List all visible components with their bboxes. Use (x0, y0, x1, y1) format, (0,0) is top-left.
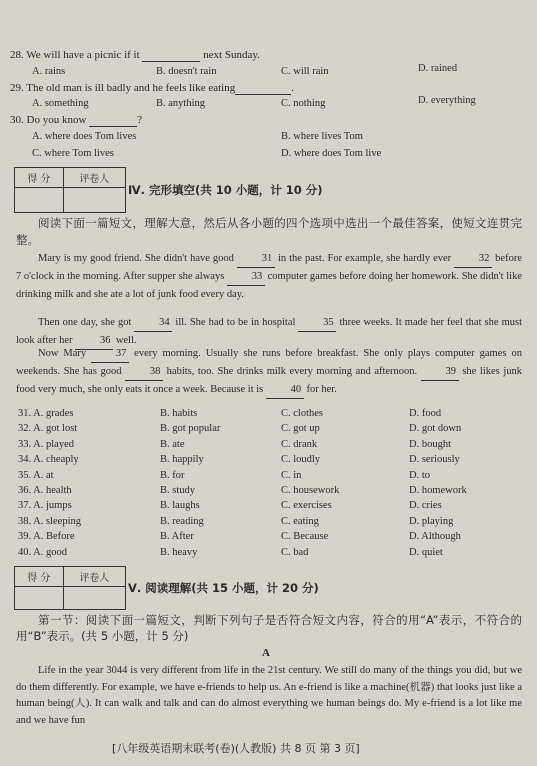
option: D. where does Tom live (281, 148, 382, 159)
blank-36: 36 (75, 332, 113, 350)
answer-blank (235, 82, 291, 95)
section-instruction: 第一节：阅读下面一篇短文，判断下列句子是否符合短文内容，符合的用“A”表示，不符合的用“B”表示。(共 5 小题，计 5 分) (16, 613, 522, 643)
option: C. loudly (281, 454, 321, 466)
option: C. drank (281, 438, 318, 450)
option: D. homework (409, 485, 467, 496)
text: she likes junk food very much, she only eats it once a week. Because it is (16, 366, 522, 395)
option: D. seriously (409, 454, 460, 466)
score-cell (15, 188, 64, 213)
option: B. happily (160, 454, 204, 466)
text: computer games before doing her homework. She didn't like drinking milk and she ate a lot of junk food every day. (16, 271, 522, 300)
blank-32: 32 (454, 250, 492, 268)
option: D. bought (409, 438, 451, 450)
option: D. Although (409, 531, 461, 543)
option: 37. A. jumps (18, 500, 72, 512)
option: 39. A. Before (18, 531, 75, 543)
section-instruction: 阅读下面一篇短文，理解大意，然后从各小题的四个选项中选出一个最佳答案，使短文连贯完整。 (16, 216, 522, 247)
grader-cell (63, 587, 125, 610)
text: every morning. Usually she runs before breakfast. She only plays computer games on weekends. She has good (16, 348, 522, 377)
grader-label: 评卷人 (63, 168, 125, 188)
option: B. for (160, 469, 185, 481)
option: C. Because (281, 531, 329, 543)
text: three weeks. It made her feel that she must look after her (16, 317, 522, 346)
option: C. in (281, 469, 302, 481)
blank-38: 38 (125, 363, 163, 381)
option: 40. A. good (18, 546, 68, 558)
passage-label: A (262, 647, 270, 659)
grader-label: 评卷人 (63, 567, 125, 587)
option: B. laughs (160, 500, 200, 512)
text: Mary is my good friend. She didn't have good (38, 253, 237, 264)
text: in the past. For example, she hardly ever (274, 253, 455, 264)
question-stem: 28. We will have a picnic if it (10, 49, 143, 61)
text: well. (113, 335, 137, 346)
option: 35. A. at (18, 469, 54, 481)
option: B. After (160, 531, 194, 543)
question-30 (10, 114, 142, 127)
option: D. rained (418, 63, 458, 74)
passage-paragraph-1 (16, 250, 522, 303)
option: B. got popular (160, 423, 221, 435)
question-29 (10, 82, 294, 95)
text: before 7 o'clock in the morning. After supper she always (16, 253, 522, 282)
option: B. reading (160, 515, 204, 527)
score-box (14, 566, 126, 610)
option: C. clothes (281, 408, 323, 419)
option: C. nothing (281, 98, 326, 109)
option: D. got down (409, 423, 462, 435)
option: 36. A. health (18, 485, 72, 496)
option: C. exercises (281, 500, 332, 512)
page-footer: [八年级英语期末联考(卷)(人教版) 共 8 页 第 3 页] (112, 742, 360, 755)
option: C. housework (281, 485, 340, 496)
text: Then one day, she got (38, 317, 135, 328)
option: D. to (409, 469, 430, 481)
question-stem: 30. Do you know (10, 114, 90, 126)
reading-passage: Life in the year 3044 is very different from life in the 21st century. We still do many of the things you did, but we do them differently. For example, we have e-friends to help us. An e-friend is like a machine(机器) that looks just like a human being(人). It can walk and talk and can do almost everything we human beings do. My e-friend is a lot like me and we have fun (16, 665, 522, 726)
option: 38. A. sleeping (18, 515, 81, 527)
option: C. eating (281, 515, 319, 527)
question-stem: 29. The old man is ill badly and he feels like eating (10, 82, 236, 94)
question-stem-end: ? (137, 114, 143, 126)
option: C. got up (281, 423, 320, 435)
score-label: 得 分 (15, 168, 64, 188)
blank-39: 39 (421, 363, 459, 381)
score-cell (15, 587, 64, 610)
score-label: 得 分 (15, 567, 64, 587)
answer-blank (89, 114, 137, 127)
option: 34. A. cheaply (18, 454, 79, 466)
blank-40: 40 (266, 381, 304, 399)
section-title: Ⅳ. 完形填空(共 10 小题，计 10 分) (128, 183, 323, 197)
grader-cell (63, 188, 125, 213)
text: Now Mary (38, 348, 92, 359)
score-box (14, 167, 126, 213)
option: B. habits (160, 408, 198, 419)
option: B. doesn't rain (156, 66, 217, 77)
option: A. something (32, 98, 89, 109)
blank-31: 31 (237, 250, 275, 268)
text: for her. (303, 384, 337, 395)
question-stem-end: next Sunday. (200, 49, 260, 61)
option: D. everything (418, 95, 476, 106)
option: A. rains (32, 66, 66, 77)
answer-blank (142, 49, 200, 62)
option: D. food (409, 408, 442, 419)
blank-37: 37 (91, 345, 129, 363)
option: C. where Tom lives (32, 148, 114, 159)
passage-paragraph-3 (16, 345, 522, 399)
question-stem-end: . (291, 82, 294, 94)
option: D. playing (409, 515, 454, 527)
option: B. where lives Tom (281, 131, 363, 142)
blank-33: 33 (227, 268, 265, 286)
option: 33. A. played (18, 438, 74, 450)
option: B. study (160, 485, 196, 496)
option: D. quiet (409, 546, 443, 558)
option: B. anything (156, 98, 205, 109)
option: 31. A. grades (18, 408, 74, 419)
text: ill. She had to be in hospital (172, 317, 299, 328)
section-title: Ⅴ. 阅读理解(共 15 小题，计 20 分) (128, 581, 319, 595)
option: D. cries (409, 500, 442, 512)
option: C. will rain (281, 66, 329, 77)
blank-34: 34 (134, 314, 172, 332)
option: C. bad (281, 546, 309, 558)
text: habits, too. She drinks milk every morning and afternoon. (163, 366, 421, 377)
option: A. where does Tom lives (32, 131, 137, 142)
option: B. heavy (160, 546, 198, 558)
option: 32. A. got lost (18, 423, 78, 435)
question-28 (10, 49, 260, 62)
blank-35: 35 (298, 314, 336, 332)
option: B. ate (160, 438, 185, 450)
